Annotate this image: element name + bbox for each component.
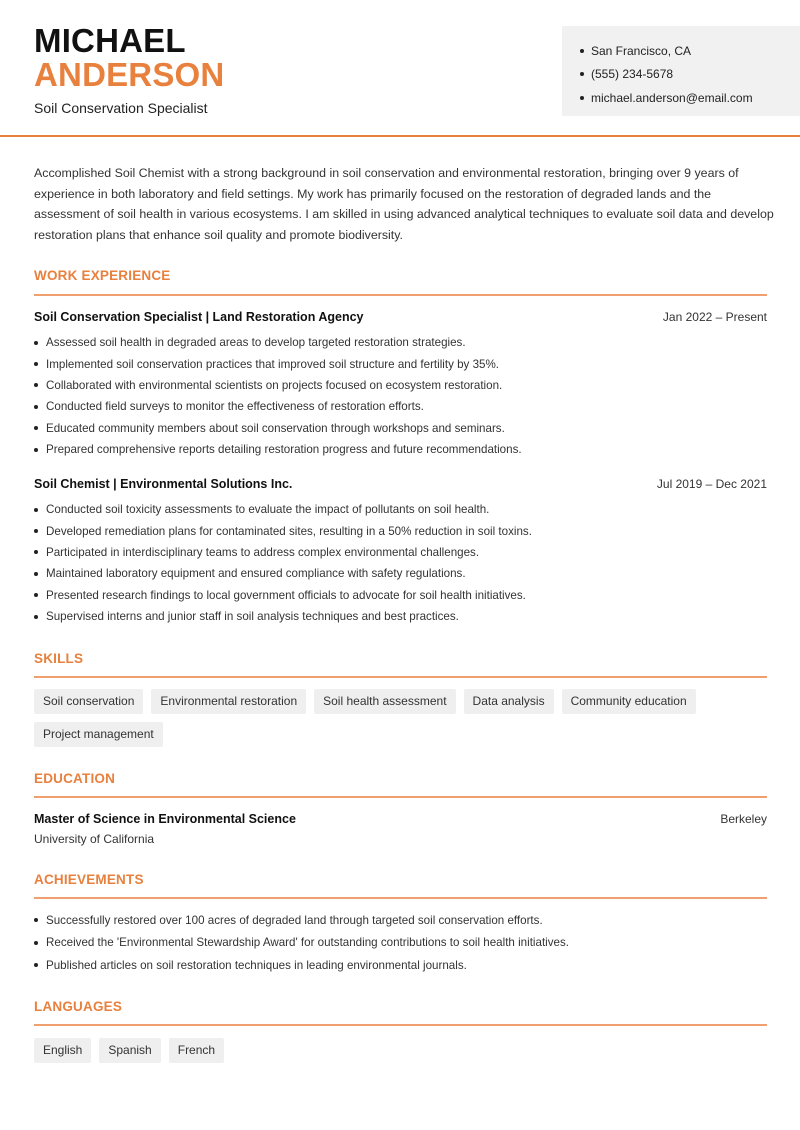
job-role: Soil Chemist | Environmental Solutions Inc.: [34, 477, 293, 491]
list-item: Collaborated with environmental scientists on projects focused on ecosystem restoration.: [34, 375, 767, 396]
bullet-icon: [580, 49, 584, 53]
job-bullets: [34, 499, 767, 627]
job-title: Soil Conservation Specialist: [34, 100, 208, 116]
section-title-languages: LANGUAGES: [34, 999, 123, 1014]
bullet-icon: [34, 918, 38, 922]
bullet-icon: [34, 448, 38, 452]
edu-degree: Master of Science in Environmental Science: [34, 812, 296, 826]
languages-list: [34, 1038, 767, 1063]
list-item: Educated community members about soil conservation through workshops and seminars.: [34, 418, 767, 439]
list-item: Implemented soil conservation practices that improved soil structure and fertility by 35%.: [34, 353, 767, 374]
section-divider: [34, 897, 767, 899]
summary: Accomplished Soil Chemist with a strong background in soil conservation and environmental restoration, bringing over 9 years of experience in both laboratory and field settings. My work has primarily focused on the restoration of degraded lands and the assessment of soil health in various ecosystems. I am skilled in using advanced analytical techniques to evaluate soil data and develop restoration plans that enhance soil quality and promote biodiversity.: [34, 166, 774, 242]
skill-chip: Soil conservation: [34, 689, 143, 714]
bullet-icon: [34, 572, 38, 576]
list-item: Prepared comprehensive reports detailing restoration progress and future recommendations.: [34, 439, 767, 460]
bullet-icon: [34, 963, 38, 967]
language-chip: Spanish: [99, 1038, 160, 1063]
job-dates: Jan 2022 – Present: [662, 310, 767, 324]
bullet-icon: [34, 615, 38, 619]
bullet-icon: [580, 72, 584, 76]
job-dates: Jul 2019 – Dec 2021: [656, 477, 767, 491]
list-item: Participated in interdisciplinary teams to address complex environmental challenges.: [34, 542, 767, 563]
skill-chip: Soil health assessment: [314, 689, 455, 714]
section-title-education: EDUCATION: [34, 771, 116, 786]
list-item: Conducted field surveys to monitor the effectiveness of restoration efforts.: [34, 396, 767, 417]
skill-chip: Environmental restoration: [151, 689, 306, 714]
language-chip: French: [169, 1038, 224, 1063]
list-item: Successfully restored over 100 acres of degraded land through targeted soil conservation efforts.: [34, 909, 767, 932]
first-name: MICHAEL: [34, 22, 186, 59]
edu-location: Berkeley: [720, 812, 767, 826]
bullet-icon: [34, 362, 38, 366]
list-item: Supervised interns and junior staff in soil analysis techniques and best practices.: [34, 606, 767, 627]
job-header: [34, 310, 767, 324]
achievements-list: [34, 909, 767, 977]
bullet-icon: [34, 426, 38, 430]
bullet-icon: [34, 529, 38, 533]
contact-location: San Francisco, CA: [580, 39, 800, 63]
list-item: Developed remediation plans for contaminated sites, resulting in a 50% reduction in soil toxins.: [34, 520, 767, 541]
last-name: ANDERSON: [34, 56, 225, 93]
list-item: Conducted soil toxicity assessments to evaluate the impact of pollutants on soil health.: [34, 499, 767, 520]
list-item: Assessed soil health in degraded areas to develop targeted restoration strategies.: [34, 332, 767, 353]
skill-chip: Data analysis: [464, 689, 554, 714]
bullet-icon: [34, 341, 38, 345]
section-title-achievements: ACHIEVEMENTS: [34, 872, 144, 887]
job-role: Soil Conservation Specialist | Land Restoration Agency: [34, 310, 364, 324]
contact-box: [562, 26, 800, 116]
section-divider: [34, 796, 767, 798]
list-item: Maintained laboratory equipment and ensured compliance with safety regulations.: [34, 563, 767, 584]
job-header: [34, 477, 767, 491]
bullet-icon: [580, 96, 584, 100]
skill-chip: Community education: [562, 689, 696, 714]
bullet-icon: [34, 405, 38, 409]
bullet-icon: [34, 593, 38, 597]
list-item: Presented research findings to local government officials to advocate for soil health initiatives.: [34, 585, 767, 606]
contact-phone: (555) 234-5678: [580, 63, 800, 87]
bullet-icon: [34, 383, 38, 387]
language-chip: English: [34, 1038, 91, 1063]
list-item: Published articles on soil restoration techniques in leading environmental journals.: [34, 954, 767, 977]
skill-chip: Project management: [34, 722, 163, 747]
section-title-skills: SKILLS: [34, 651, 84, 666]
skills-list: [34, 689, 767, 747]
contact-email: michael.anderson@email.com: [580, 86, 800, 110]
section-title-work: WORK EXPERIENCE: [34, 268, 171, 283]
resume-header: [0, 0, 800, 137]
list-item: Received the 'Environmental Stewardship Award' for outstanding contributions to soil health initiatives.: [34, 932, 767, 955]
bullet-icon: [34, 941, 38, 945]
section-divider: [34, 676, 767, 678]
edu-school: University of California: [34, 832, 155, 846]
bullet-icon: [34, 550, 38, 554]
bullet-icon: [34, 508, 38, 512]
section-divider: [34, 294, 767, 296]
section-divider: [34, 1024, 767, 1026]
job-bullets: [34, 332, 767, 460]
